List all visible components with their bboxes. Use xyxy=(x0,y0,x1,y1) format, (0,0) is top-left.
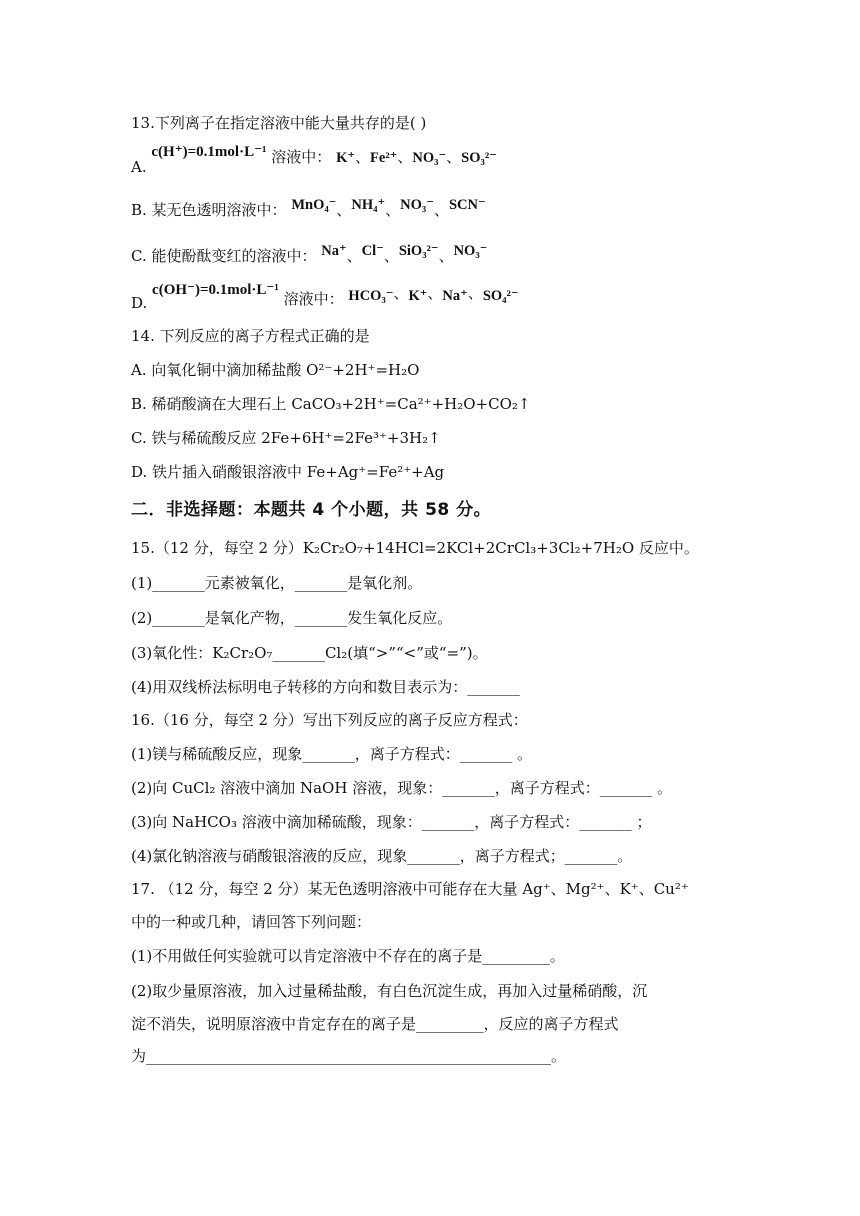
q17-part-1: (1)不用做任何实验就可以肯定溶液中不存在的离子是_________。 xyxy=(131,947,565,965)
q17-stem: 17. （12 分，每空 2 分）某无色透明溶液中可能存在大量 Ag⁺、Mg²⁺、K⁺、Cu²⁺ xyxy=(131,880,689,898)
q16-part-3: (3)向 NaHCO₃ 溶液中滴加稀硫酸，现象：_______，离子方程式：_______ ； xyxy=(131,813,652,831)
q13-option-d: D. c(OH⁻)=0.1mol·L⁻¹ 溶液中： HCO₃⁻、K⁺、Na⁺、SO₄²⁻ xyxy=(131,282,519,312)
q13-option-a: A. c(H⁺)=0.1mol·L⁻¹ 溶液中： K⁺、Fe²⁺、NO₃⁻、SO₃²⁻ xyxy=(131,144,497,176)
q13-a-ion: SO₃²⁻ xyxy=(461,150,497,166)
q17-part-2-line-3: 为______________________________________________________。 xyxy=(131,1047,567,1065)
q13-b-ion: NO₃⁻ xyxy=(400,197,434,213)
q17-stem-cont: 中的一种或几种，请回答下列问题： xyxy=(131,913,372,931)
q13-c-ion: Na⁺ xyxy=(321,243,347,259)
section-heading: 二．非选择题：本题共 4 个小题，共 58 分。 xyxy=(131,500,492,520)
q13-a-tail: 溶液中： xyxy=(271,148,332,166)
q13-d-label: D. xyxy=(131,294,148,312)
q13-a-condition: c(H⁺)=0.1mol·L⁻¹ xyxy=(151,144,267,160)
q13-d-condition: c(OH⁻)=0.1mol·L⁻¹ xyxy=(152,282,279,298)
q13-a-ion: NO₃⁻ xyxy=(412,150,447,166)
q15-part-2: (2)_______是氧化产物，_______发生氧化反应。 xyxy=(131,609,453,627)
q17-part-2-line-1: (2)取少量原溶液，加入过量稀盐酸，有白色沉淀生成，再加入过量稀硝酸，沉 xyxy=(131,982,648,1000)
q14-option-d: D. 铁片插入硝酸银溶液中 Fe+Ag⁺=Fe²⁺+Ag xyxy=(131,463,445,481)
q13-option-c: C. 能使酚酞变红的溶液中： Na⁺、Cl⁻、SiO₃²⁻、NO₃⁻ xyxy=(131,243,488,265)
q13-a-ion: K⁺ xyxy=(336,150,356,166)
q16-part-4: (4)氯化钠溶液与硝酸银溶液的反应，现象_______，离子方程式；_______。 xyxy=(131,847,633,865)
q13-c-text: C. 能使酚酞变红的溶液中： xyxy=(131,247,317,265)
q16-stem: 16.（16 分，每空 2 分）写出下列反应的离子反应方程式： xyxy=(131,711,528,729)
q13-stem: 13.下列离子在指定溶液中能大量共存的是( ) xyxy=(131,114,427,132)
q13-d-tail: 溶液中： xyxy=(283,290,344,308)
q17-part-2-line-2: 淀不消失，说明原溶液中肯定存在的离子是_________，反应的离子方程式 xyxy=(131,1015,619,1033)
q13-c-ion: NO₃⁻ xyxy=(453,243,488,259)
q15-part-1: (1)_______元素被氧化，_______是氧化剂。 xyxy=(131,574,423,592)
q14-option-b: B. 稀硝酸滴在大理石上 CaCO₃+2H⁺=Ca²⁺+H₂O+CO₂↑ xyxy=(131,395,531,413)
q16-part-1: (1)镁与稀硫酸反应，现象_______，离子方程式：_______ 。 xyxy=(131,745,533,763)
q13-d-ion: Na⁺ xyxy=(442,288,468,304)
q13-c-ion: SiO₃²⁻ xyxy=(398,243,439,259)
q15-stem: 15.（12 分，每空 2 分）K₂Cr₂O₇+14HCl=2KCl+2CrCl₃+3Cl₂+7H₂O 反应中。 xyxy=(131,539,699,557)
q13-a-ion: Fe²⁺ xyxy=(370,150,398,166)
q15-part-3: (3)氧化性：K₂Cr₂O₇_______Cl₂(填“>”“<”或“=”)。 xyxy=(131,644,488,662)
q13-b-ion: SCN⁻ xyxy=(448,197,486,213)
q16-part-2: (2)向 CuCl₂ 溶液中滴加 NaOH 溶液，现象：_______，离子方程式：_______ 。 xyxy=(131,779,672,797)
q13-d-ion: SO₄²⁻ xyxy=(482,288,519,304)
q14-option-c: C. 铁与稀硫酸反应 2Fe+6H⁺=2Fe³⁺+3H₂↑ xyxy=(131,429,441,447)
q14-option-a: A. 向氧化铜中滴加稀盐酸 O²⁻+2H⁺=H₂O xyxy=(131,361,420,379)
q14-stem: 14. 下列反应的离子方程式正确的是 xyxy=(131,327,370,345)
q13-a-label: A. xyxy=(131,158,147,176)
q13-b-ion: MnO₄⁻ xyxy=(291,197,337,213)
q13-option-b: B. 某无色透明溶液中： MnO₄⁻、NH₄⁺、NO₃⁻、SCN⁻ xyxy=(131,197,486,219)
q13-b-text: B. 某无色透明溶液中： xyxy=(131,201,287,219)
q13-c-ion: Cl⁻ xyxy=(361,243,384,259)
q15-part-4: (4)用双线桥法标明电子转移的方向和数目表示为：_______ xyxy=(131,678,520,696)
q13-b-ion: NH₄⁺ xyxy=(351,197,386,213)
q13-d-ion: HCO₃⁻ xyxy=(348,288,394,304)
q13-d-ion: K⁺ xyxy=(408,288,428,304)
